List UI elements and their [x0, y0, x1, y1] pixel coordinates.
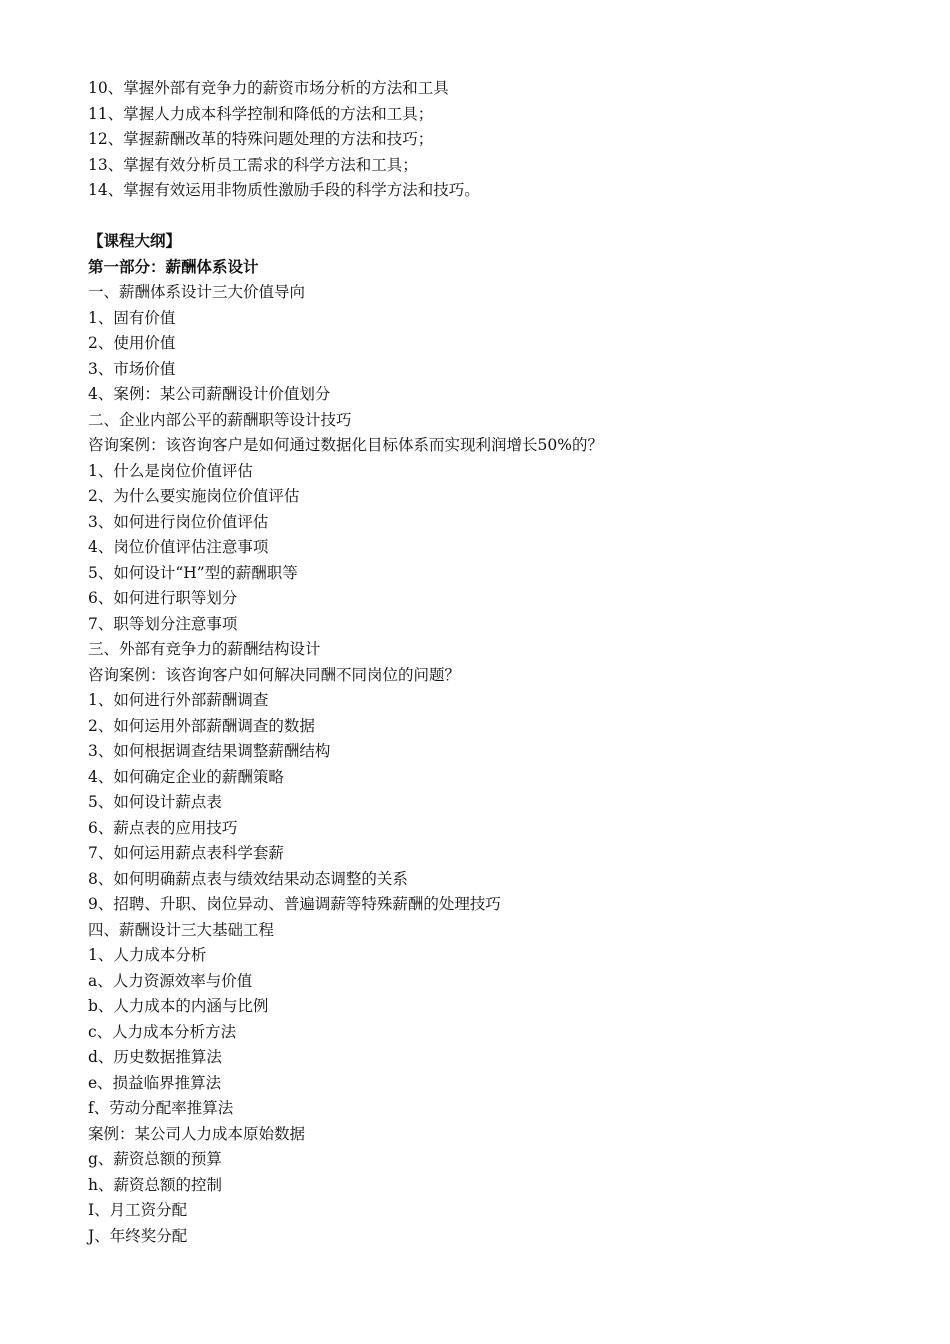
- outline-item: 4、案例：某公司薪酬设计价值划分: [88, 385, 331, 403]
- outline-item: g、薪资总额的预算: [88, 1150, 222, 1168]
- outline-item: 1、固有价值: [88, 308, 176, 327]
- section-spacer: [88, 204, 908, 230]
- goals-list: [88, 76, 908, 204]
- goal-item: 10、掌握外部有竞争力的薪资市场分析的方法和工具: [88, 79, 449, 97]
- outline-item: 2、如何运用外部薪酬调查的数据: [88, 716, 315, 735]
- outline-item: 1、人力成本分析: [88, 946, 207, 964]
- outline-item: c、人力成本分析方法: [88, 1022, 237, 1041]
- outline-list: [88, 280, 908, 1249]
- document-page: [88, 76, 908, 1249]
- outline-item: f、劳动分配率推算法: [88, 1099, 234, 1117]
- outline-item: a、人力资源效率与价值: [88, 971, 253, 990]
- outline-item: 案例：某公司人力成本原始数据: [88, 1124, 306, 1143]
- outline-item: 7、如何运用薪点表科学套薪: [88, 844, 284, 862]
- goal-item: 12、掌握薪酬改革的特殊问题处理的方法和技巧；: [88, 130, 434, 148]
- outline-item: 1、如何进行外部薪酬调查: [88, 691, 269, 709]
- outline-item: 二、企业内部公平的薪酬职等设计技巧: [88, 410, 352, 429]
- outline-item: 咨询案例：该咨询客户是如何通过数据化目标体系而实现利润增长50%的？: [88, 436, 603, 454]
- outline-item: d、历史数据推算法: [88, 1048, 222, 1066]
- outline-item: 三、外部有竞争力的薪酬结构设计: [88, 640, 321, 658]
- outline-item: 咨询案例：该咨询客户如何解决同酬不同岗位的问题？: [88, 665, 461, 684]
- outline-item: 9、招聘、升职、岗位异动、普遍调薪等特殊薪酬的处理技巧: [88, 895, 501, 913]
- outline-item: 6、如何进行职等划分: [88, 589, 238, 607]
- outline-item: 5、如何设计薪点表: [88, 793, 222, 811]
- outline-item: 2、为什么要实施岗位价值评估: [88, 487, 300, 505]
- goal-item: 11、掌握人力成本科学控制和降低的方法和工具；: [88, 104, 434, 123]
- outline-item: J、年终奖分配: [88, 1226, 188, 1245]
- outline-item: e、损益临界推算法: [88, 1073, 222, 1092]
- outline-item: 3、如何根据调查结果调整薪酬结构: [88, 742, 331, 760]
- outline-item: 1、什么是岗位价值评估: [88, 461, 253, 480]
- outline-item: 4、如何确定企业的薪酬策略: [88, 767, 284, 786]
- outline-item: 5、如何设计“H”型的薪酬职等: [88, 563, 298, 582]
- outline-item: 8、如何明确薪点表与绩效结果动态调整的关系: [88, 869, 408, 888]
- outline-item: 4、岗位价值评估注意事项: [88, 538, 269, 556]
- outline-heading: 【课程大纲】: [88, 232, 182, 250]
- outline-item: 3、如何进行岗位价值评估: [88, 512, 269, 531]
- outline-item: 一、薪酬体系设计三大价值导向: [88, 283, 306, 301]
- goal-item: 13、掌握有效分析员工需求的科学方法和工具；: [88, 155, 418, 174]
- goal-item: 14、掌握有效运用非物质性激励手段的科学方法和技巧。: [88, 181, 480, 199]
- outline-item: I、月工资分配: [88, 1201, 188, 1219]
- outline-item: 四、薪酬设计三大基础工程: [88, 920, 275, 939]
- outline-item: 7、职等划分注意事项: [88, 614, 238, 633]
- outline-item: h、薪资总额的控制: [88, 1175, 222, 1194]
- part-heading: 第一部分：薪酬体系设计: [88, 257, 259, 276]
- outline-item: 6、薪点表的应用技巧: [88, 818, 238, 837]
- outline-item: b、人力成本的内涵与比例: [88, 997, 269, 1015]
- outline-item: 2、使用价值: [88, 334, 176, 352]
- outline-item: 3、市场价值: [88, 359, 176, 378]
